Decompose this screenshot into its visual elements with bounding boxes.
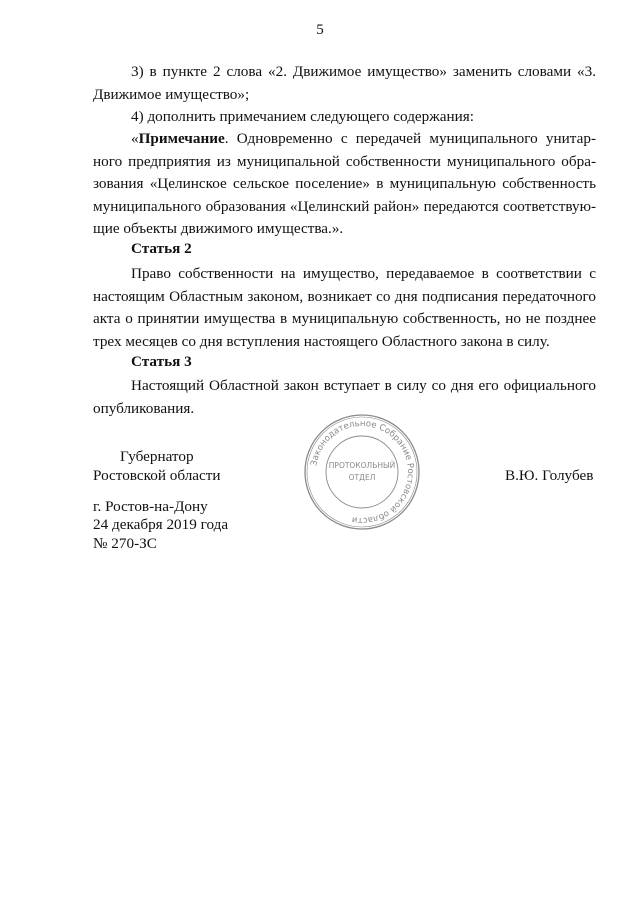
stamp-ring-text: Законодательное Собрание Ростовской области — [309, 418, 416, 526]
signing-place: г. Ростов-на-Дону — [93, 498, 208, 515]
note-open-quote: « — [131, 130, 139, 147]
stamp-inner-line1: ПРОТОКОЛЬНЫЙ — [328, 461, 396, 470]
article-2-heading: Статья 2 — [131, 240, 192, 257]
note-paragraph — [93, 128, 596, 241]
law-number: № 270-ЗС — [93, 535, 157, 552]
signatory-title-line1: Губернатор — [120, 448, 194, 465]
note-label: Примечание — [138, 130, 225, 147]
signatory-name: В.Ю. Голубев — [505, 467, 594, 484]
stamp-inner-line2: ОТДЕЛ — [348, 473, 376, 482]
signatory-title-line2: Ростовской области — [93, 467, 221, 484]
page-number: 5 — [316, 22, 324, 38]
article-3-text: Настоящий Областной закон вступает в силу со дня его официального опубликования. — [93, 377, 596, 417]
official-stamp — [302, 412, 422, 532]
amendment-item-3: 3) в пункте 2 слова «2. Движимое имущество» заменить словами «3. Движимое имущество»; — [93, 63, 596, 103]
amendment-item-4: 4) дополнить примечанием следующего содержания: — [131, 108, 474, 125]
article-3-heading: Статья 3 — [131, 353, 192, 370]
article-2-text: Право собственности на имущество, передаваемое в соответствии с настоящим Областным законом, возникает со дня подписания передаточного акта о принятии имущества в муниципальную собственность, но не позднее трех месяцев со дня вступления настоящего Областного закона в силу. — [93, 265, 596, 350]
signing-date: 24 декабря 2019 года — [93, 516, 229, 533]
note-text: . Одновременно с передачей муниципального унитарного предприятия из муниципальной собственности муниципального образования «Целинское сельское поселение» в муниципальную собственность муниципального образования «Целинский район» передаются соответствующие объекты движимого имущества.». — [93, 130, 596, 237]
